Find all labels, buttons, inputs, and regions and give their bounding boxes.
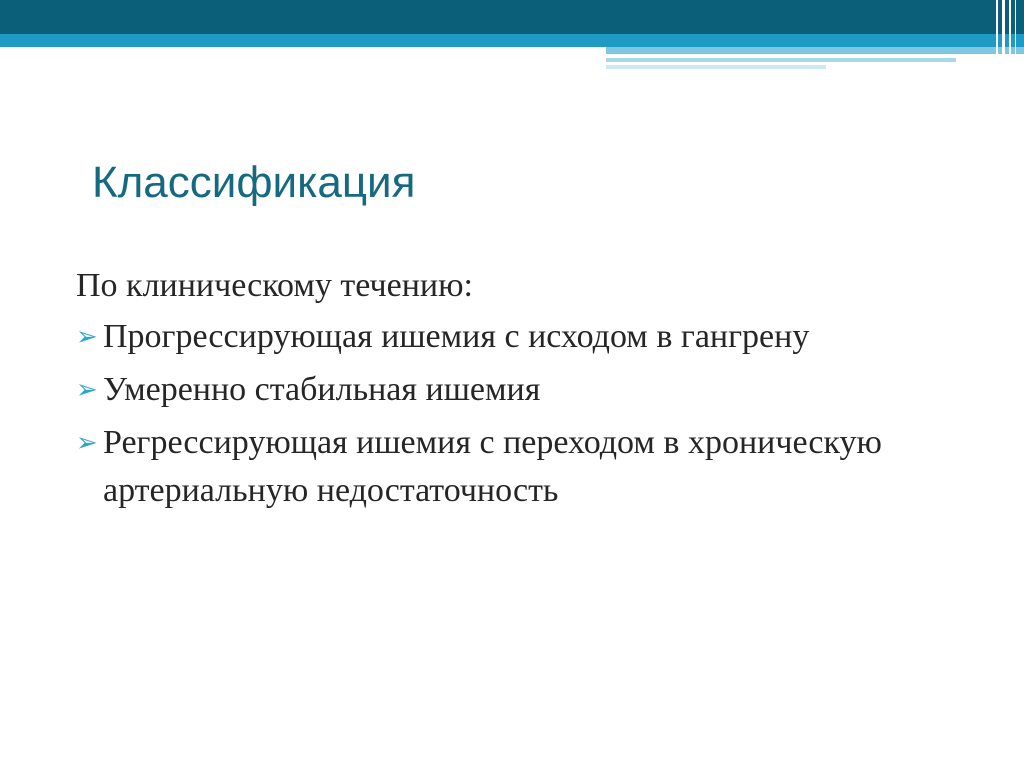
bullet-item <box>76 313 976 361</box>
header-band-light-2 <box>606 58 956 62</box>
bullet-item <box>76 419 976 515</box>
bullet-text: Прогрессирующая ишемия с исходом в гангрену <box>103 318 810 355</box>
header-vertical-stripes <box>988 0 1024 70</box>
intro-text: По клиническому течению: <box>76 267 473 304</box>
slide-body <box>76 262 976 520</box>
header-band-light-3 <box>606 65 826 69</box>
arrow-bullet-icon: ➢ <box>76 375 98 405</box>
bullet-item <box>76 366 976 414</box>
header-band-mid <box>0 34 1024 47</box>
slide-title: Классификация <box>92 158 416 207</box>
bullet-text: Регрессирующая ишемия с переходом в хроническую артериальную недостаточность <box>103 424 882 509</box>
header-band-dark <box>0 0 1024 34</box>
arrow-bullet-icon: ➢ <box>76 428 98 458</box>
header-band-light-1 <box>606 47 1024 54</box>
arrow-bullet-icon: ➢ <box>76 322 98 352</box>
bullet-list <box>76 313 976 515</box>
bullet-text: Умеренно стабильная ишемия <box>103 371 541 408</box>
